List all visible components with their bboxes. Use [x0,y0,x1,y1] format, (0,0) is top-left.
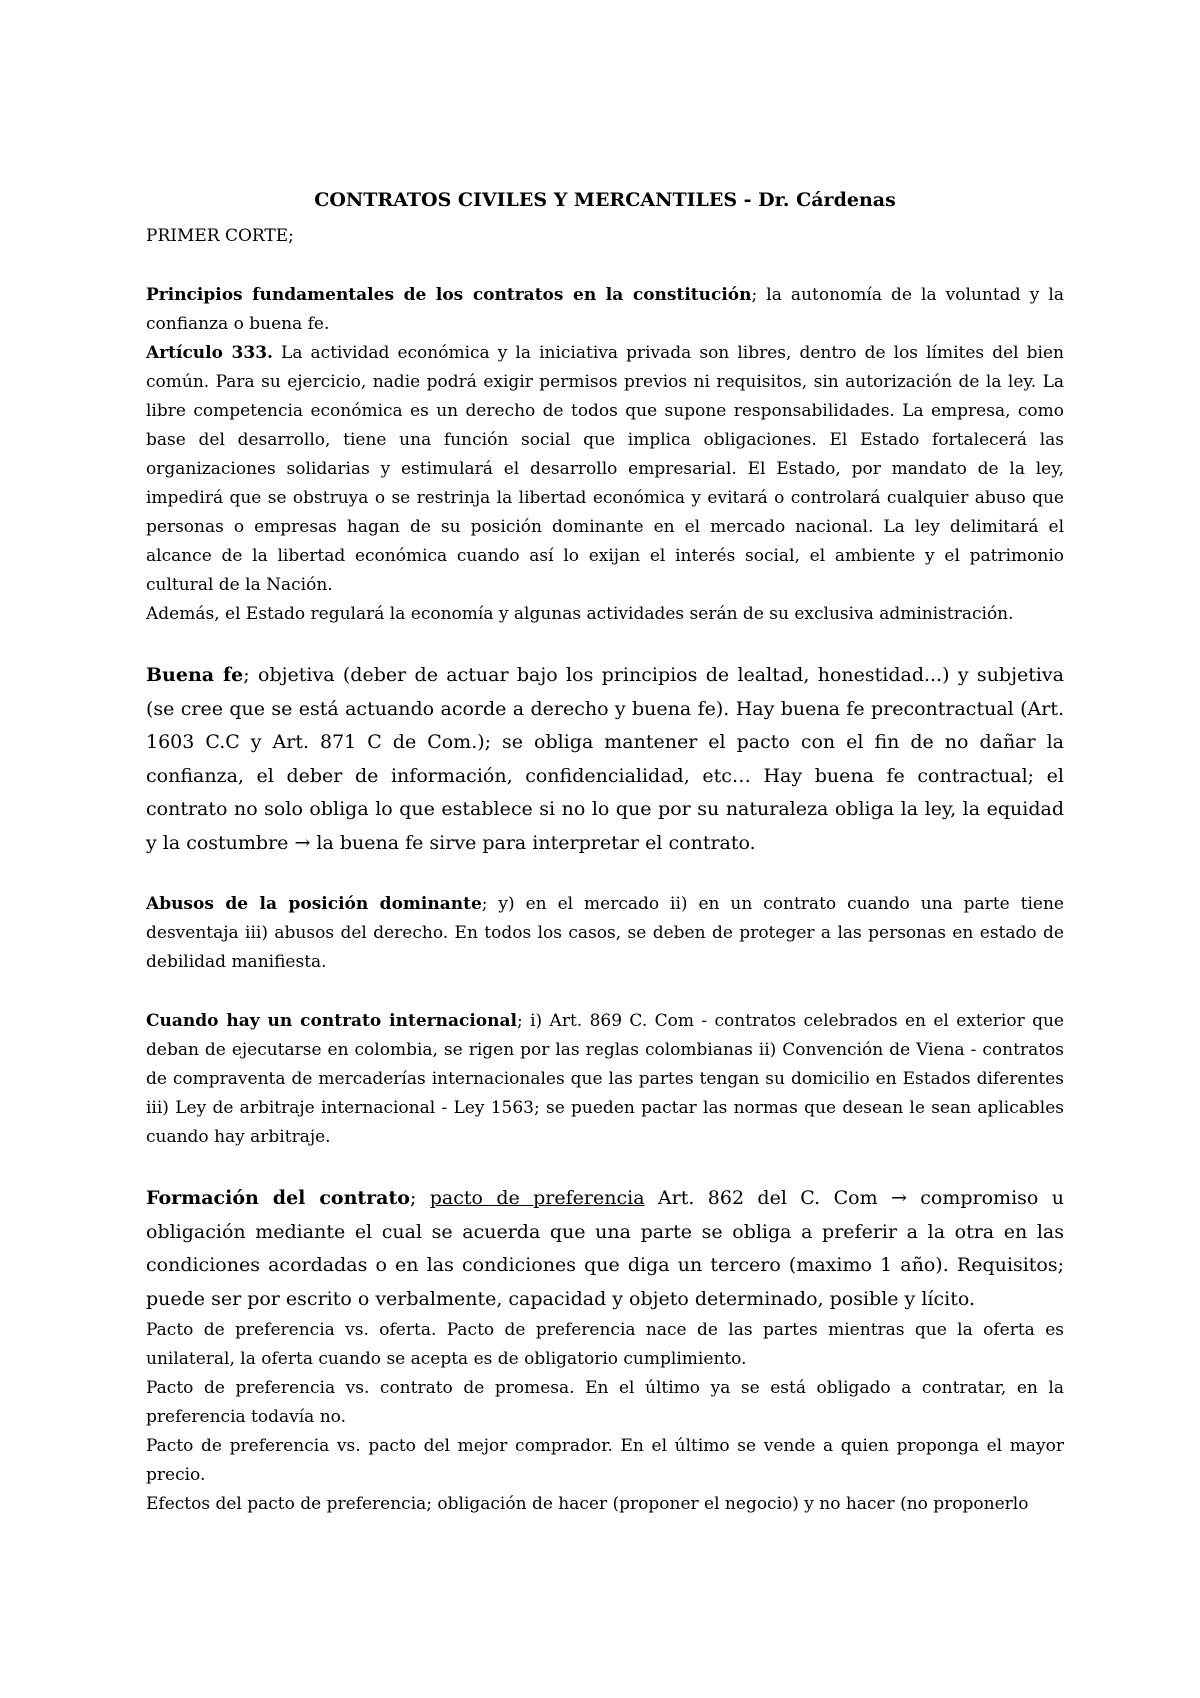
formacion-item: Efectos del pacto de preferencia; obligación de hacer (proponer el negocio) y no hacer (no proponerlo [146,1494,1029,1514]
document-title [146,186,1064,214]
articulo-extra: Además, el Estado regulará la economía y algunas actividades serán de su exclusiva administración. [146,604,1014,624]
buena-fe-paragraph [146,659,1064,860]
principios-paragraph [146,281,1064,339]
abusos-paragraph [146,890,1064,977]
spacer [146,251,1064,281]
buena-fe-text: ; objetiva (deber de actuar bajo los principios de lealtad, honestidad...) y subjetiva (se cree que se está actuando acorde a derecho y buena fe). Hay buena fe precontractual (Art. 1603 C.C y Art. 871 C de Com.); se obliga mantener el pacto con el fin de no dañar la confianza, el deber de información, confidencialidad, etc… Hay buena fe contractual; el contrato no solo obliga lo que establece si no lo que por su naturaleza obliga la ley, la equidad y la costumbre → la buena fe sirve para interpretar el contrato. [146,664,1064,854]
abusos-heading: Abusos de la posición dominante [146,894,482,914]
title-text: CONTRATOS CIVILES Y MERCANTILES - Dr. Cárdenas [314,189,896,211]
formacion-item: Pacto de preferencia vs. pacto del mejor comprador. En el último se vende a quien proponga el mayor precio. [146,1436,1064,1485]
spacer [146,860,1064,890]
spacer [146,977,1064,1007]
spacer [146,629,1064,659]
formacion-separator: ; [409,1187,430,1209]
buena-fe-heading: Buena fe [146,664,244,686]
formacion-heading: Formación del contrato [146,1187,410,1209]
formacion-text: Art. 862 del C. Com → compromiso u obligación mediante el cual se acuerda que una parte se obliga a preferir a la otra en las condiciones acordadas o en las condiciones que diga un tercero (maximo 1 año). Requisitos; puede ser por escrito o verbalmente, capacidad y objeto determinado, posible y lícito. [146,1187,1064,1310]
internacional-text: ; i) Art. 869 C. Com - contratos celebrados en el exterior que deban de ejecutarse en colombia, se rigen por las reglas colombianas ii) Convención de Viena - contratos de compraventa de mercaderías internacionales que las partes tengan su domicilio en Estados diferentes iii) Ley de arbitraje internacional - Ley 1563; se pueden pactar las normas que desean le sean aplicables cuando hay arbitraje. [146,1011,1064,1147]
section-label: PRIMER CORTE; [146,226,294,246]
articulo-paragraph [146,339,1064,600]
formacion-item: Pacto de preferencia vs. contrato de promesa. En el último ya se está obligado a contratar, en la preferencia todavía no. [146,1378,1064,1427]
internacional-paragraph [146,1007,1064,1152]
principios-heading: Principios fundamentales de los contratos en la constitución [146,285,752,305]
formacion-item: Pacto de preferencia vs. oferta. Pacto de preferencia nace de las partes mientras que la oferta es unilateral, la oferta cuando se acepta es de obligatorio cumplimiento. [146,1320,1064,1369]
internacional-heading: Cuando hay un contrato internacional [146,1011,517,1031]
spacer [146,1152,1064,1182]
pacto-preferencia-term: pacto de preferencia [429,1187,645,1209]
articulo-text: La actividad económica y la iniciativa privada son libres, dentro de los límites del bien común. Para su ejercicio, nadie podrá exigir permisos previos ni requisitos, sin autorización de la ley. La libre competencia económica es un derecho de todos que supone responsabilidades. La empresa, como base del desarrollo, tiene una función social que implica obligaciones. El Estado fortalecerá las organizaciones solidarias y estimulará el desarrollo empresarial. El Estado, por mandato de la ley, impedirá que se obstruya o se restrinja la libertad económica y evitará o controlará cualquier abuso que personas o empresas hagan de su posición dominante en el mercado nacional. La ley delimitará el alcance de la libertad económica cuando así lo exijan el interés social, el ambiente y el patrimonio cultural de la Nación. [146,343,1064,595]
formacion-paragraph [146,1182,1064,1316]
principios-text: ; la autonomía de la voluntad y la confianza o buena fe. [146,285,1064,334]
articulo-heading: Artículo 333. [146,343,273,363]
abusos-text: ; y) en el mercado ii) en un contrato cuando una parte tiene desventaja iii) abusos del derecho. En todos los casos, se deben de proteger a las personas en estado de debilidad manifiesta. [146,894,1064,972]
